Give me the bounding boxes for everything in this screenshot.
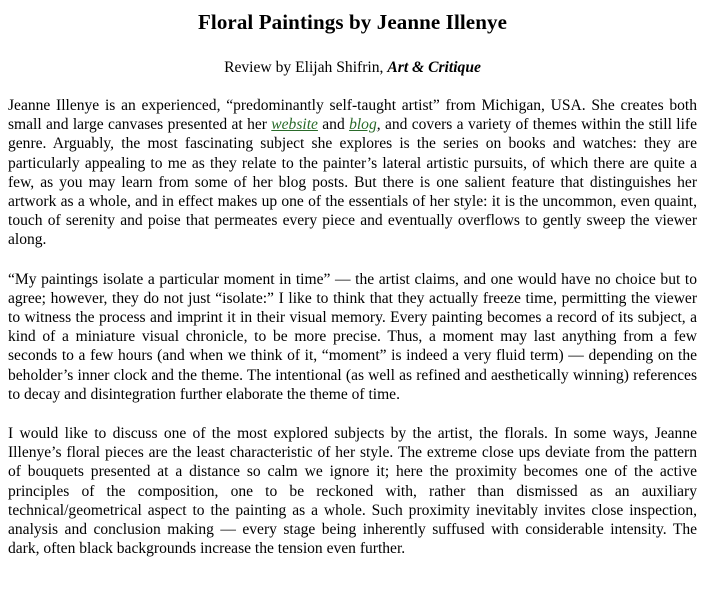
byline bbox=[8, 58, 697, 77]
byline-publication: Art & Critique bbox=[387, 59, 481, 76]
paragraph-1-text-a: Jeanne Illenye is an experienced, “predominantly self-taught artist” from Michigan, USA. She creates both small and large canvases presented at her bbox=[8, 97, 697, 134]
website-link[interactable]: website bbox=[271, 116, 318, 134]
paragraph-1-text-c: , and covers a variety of themes within the still life genre. Arguably, the most fascinating subject she explores is the series on books and watches: they are particularly appealing to me as they relate to the painter’s lateral artistic pursuits, of which there are quite a few, as you may learn from some of her blog posts. But there is one salient feature that distinguishes her artwork as a whole, and in effect makes up one of the essentials of her style: it is the uncommon, even quaint, touch of serenity and poise that permeates every piece and eventually overflows to gently sweep the viewer along. bbox=[8, 116, 697, 249]
paragraph-1-text-b: and bbox=[317, 116, 350, 134]
article-title: Floral Paintings by Jeanne Illenye bbox=[197, 10, 508, 34]
paragraph-1 bbox=[8, 96, 697, 250]
byline-author: Review by Elijah Shifrin, bbox=[224, 59, 388, 76]
paragraph-3: I would like to discuss one of the most explored subjects by the artist, the florals. In some ways, Jeanne Illenye’s floral pieces are the least characteristic of her style. The extreme close ups deviate from the pattern of bouquets presented at a distance so calm we ignore it; here the proximity becomes one of the active principles of the composition, one to be reckoned with, rather than dismissed as an auxiliary technical/geometrical aspect to the painting as a whole. Such proximity inevitably invites close inspection, analysis and conclusion making — every stage being inherently suffused with considerable intensity. The dark, often black backgrounds increase the tension even further. bbox=[8, 425, 697, 558]
paragraph-2: “My paintings isolate a particular moment in time” — the artist claims, and one would have no choice but to agree; however, they do not just “isolate:” I like to think that they actually freeze time, permitting the viewer to witness the process and imprint it in their visual memory. Every painting becomes a record of its subject, a kind of a miniature visual chronicle, to be more precise. Thus, a moment may last anything from a few seconds to a few hours (and when we think of it, “moment” is indeed a very fluid term) — depending on the beholder’s inner clock and the theme. The intentional (as well as refined and aesthetically winning) references to decay and disintegration further elaborate the theme of time. bbox=[8, 270, 697, 403]
blog-link[interactable]: blog bbox=[349, 116, 377, 134]
